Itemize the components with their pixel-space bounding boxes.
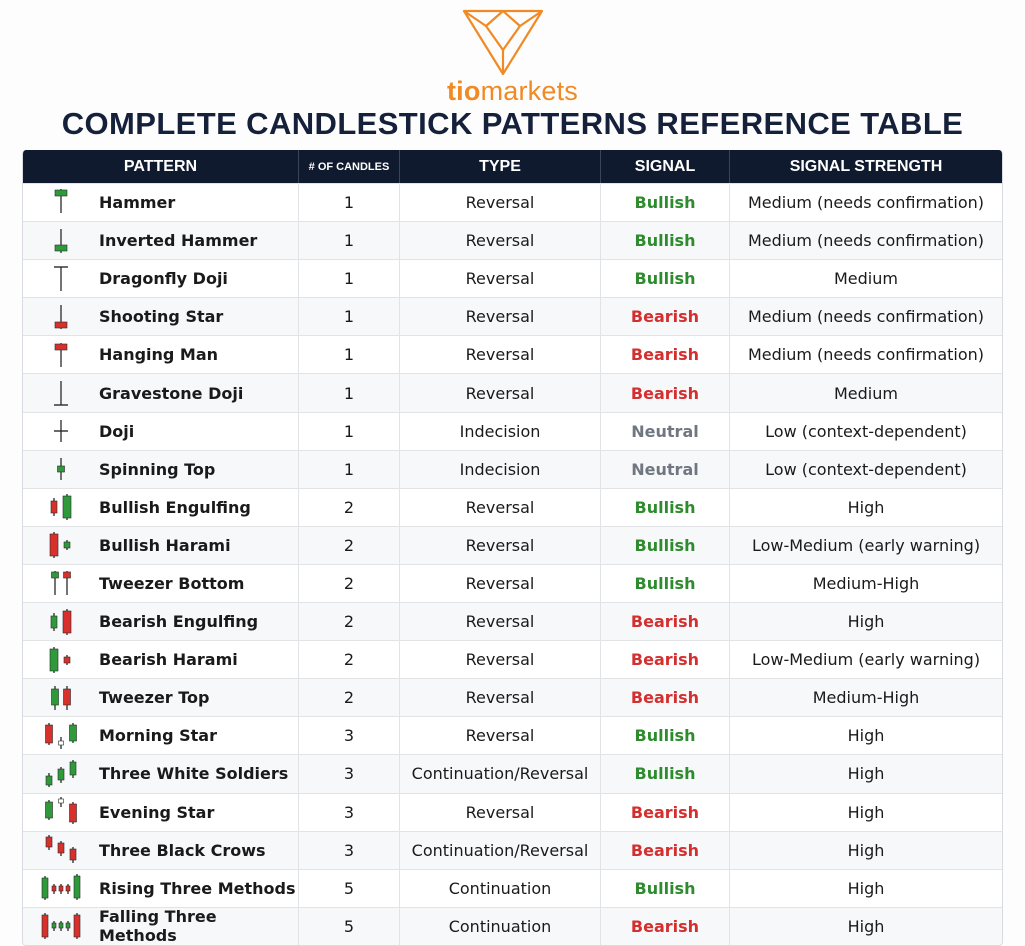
strength-cell: Low (context-dependent) xyxy=(765,459,967,479)
bearish-engulfing-icon xyxy=(23,603,99,640)
pattern-name: Tweezer Top xyxy=(99,688,210,708)
signal-cell: Neutral xyxy=(601,451,730,488)
candles-cell: 1 xyxy=(299,413,400,450)
pattern-name: Spinning Top xyxy=(99,459,216,479)
strength-cell: High xyxy=(847,916,885,936)
signal-cell: Bearish xyxy=(601,832,730,869)
type-cell: Continuation xyxy=(400,908,601,945)
type-cell: Indecision xyxy=(400,413,601,450)
brand-name-a: tio xyxy=(446,76,481,106)
type-cell: Indecision xyxy=(400,451,601,488)
tweezer-bottom-icon xyxy=(23,565,99,602)
table-row xyxy=(23,526,1002,564)
candles-cell: 2 xyxy=(299,565,400,602)
signal-cell: Bullish xyxy=(601,527,730,564)
table-row xyxy=(23,373,1002,411)
shooting-star-icon xyxy=(23,298,99,335)
signal-cell: Bullish xyxy=(601,717,730,754)
three-black-crows-icon xyxy=(23,832,99,869)
header-type: TYPE xyxy=(400,150,601,183)
type-cell: Reversal xyxy=(400,260,601,297)
candles-cell: 5 xyxy=(299,870,400,907)
table-row xyxy=(23,297,1002,335)
strength-cell: Medium (needs confirmation) xyxy=(747,307,985,327)
candles-cell: 1 xyxy=(299,374,400,411)
three-white-soldiers-icon xyxy=(23,755,99,792)
pattern-cell xyxy=(23,184,299,221)
type-cell: Reversal xyxy=(400,679,601,716)
candles-cell: 1 xyxy=(299,260,400,297)
strength-cell: High xyxy=(847,764,885,784)
type-cell: Continuation/Reversal xyxy=(400,755,601,792)
strength-cell: High xyxy=(847,726,885,746)
pattern-name: Bearish Engulfing xyxy=(99,612,259,632)
candles-cell: 2 xyxy=(299,641,400,678)
pattern-cell xyxy=(23,717,299,754)
candles-cell: 5 xyxy=(299,908,400,945)
table-row xyxy=(23,564,1002,602)
candles-cell: 2 xyxy=(299,527,400,564)
pattern-cell xyxy=(23,489,299,526)
type-cell: Reversal xyxy=(400,641,601,678)
header-pattern: PATTERN xyxy=(23,150,299,183)
type-cell: Reversal xyxy=(400,222,601,259)
signal-cell: Bearish xyxy=(601,374,730,411)
type-cell: Reversal xyxy=(400,794,601,831)
pattern-cell xyxy=(23,641,299,678)
table-row xyxy=(23,831,1002,869)
pattern-cell xyxy=(23,527,299,564)
strength-cell: Medium (needs confirmation) xyxy=(747,345,985,365)
pattern-cell xyxy=(23,413,299,450)
strength-cell: Medium-High xyxy=(812,573,920,593)
brand-name-b: markets xyxy=(480,76,578,106)
pattern-name: Rising Three Methods xyxy=(99,878,296,898)
type-cell: Reversal xyxy=(400,336,601,373)
brand-wordmark xyxy=(0,76,1025,107)
pattern-cell xyxy=(23,298,299,335)
pattern-name: Doji xyxy=(99,421,135,441)
pattern-name: Tweezer Bottom xyxy=(99,573,245,593)
strength-cell: Medium-High xyxy=(812,688,920,708)
pattern-cell xyxy=(23,870,299,907)
tweezer-top-icon xyxy=(23,679,99,716)
header-candles: # OF CANDLES xyxy=(299,150,400,183)
signal-cell: Bearish xyxy=(601,603,730,640)
table-row xyxy=(23,335,1002,373)
candles-cell: 3 xyxy=(299,755,400,792)
strength-cell: Medium xyxy=(834,269,898,289)
pattern-name: Three White Soldiers xyxy=(99,764,289,784)
type-cell: Reversal xyxy=(400,374,601,411)
type-cell: Reversal xyxy=(400,527,601,564)
pattern-cell xyxy=(23,603,299,640)
strength-cell: Low-Medium (early warning) xyxy=(751,650,981,670)
type-cell: Continuation/Reversal xyxy=(400,832,601,869)
pattern-cell xyxy=(23,755,299,792)
type-cell: Reversal xyxy=(400,489,601,526)
pattern-name: Dragonfly Doji xyxy=(99,269,228,289)
strength-cell: High xyxy=(847,802,885,822)
signal-cell: Bearish xyxy=(601,298,730,335)
candles-cell: 3 xyxy=(299,794,400,831)
table-row xyxy=(23,259,1002,297)
pattern-cell xyxy=(23,794,299,831)
signal-cell: Bearish xyxy=(601,908,730,945)
table-row xyxy=(23,488,1002,526)
type-cell: Reversal xyxy=(400,298,601,335)
signal-cell: Bullish xyxy=(601,222,730,259)
pattern-cell xyxy=(23,679,299,716)
signal-cell: Bullish xyxy=(601,489,730,526)
signal-cell: Bearish xyxy=(601,336,730,373)
bullish-harami-icon xyxy=(23,527,99,564)
signal-cell: Bullish xyxy=(601,260,730,297)
table-body xyxy=(23,183,1002,945)
strength-cell: High xyxy=(847,878,885,898)
pattern-name: Evening Star xyxy=(99,802,215,822)
signal-cell: Bearish xyxy=(601,794,730,831)
type-cell: Continuation xyxy=(400,870,601,907)
pattern-cell xyxy=(23,374,299,411)
strength-cell: Medium xyxy=(834,383,898,403)
hammer-icon xyxy=(23,184,99,221)
table-header xyxy=(23,150,1002,183)
table-row xyxy=(23,450,1002,488)
pattern-name: Morning Star xyxy=(99,726,217,746)
signal-cell: Bearish xyxy=(601,679,730,716)
pattern-name: Hammer xyxy=(99,193,176,213)
candles-cell: 2 xyxy=(299,489,400,526)
candles-cell: 1 xyxy=(299,336,400,373)
pattern-name: Gravestone Doji xyxy=(99,383,244,403)
morning-star-icon xyxy=(23,717,99,754)
table-row xyxy=(23,907,1002,945)
table-row xyxy=(23,221,1002,259)
table-row xyxy=(23,640,1002,678)
pattern-cell xyxy=(23,336,299,373)
pattern-cell xyxy=(23,451,299,488)
type-cell: Reversal xyxy=(400,565,601,602)
pattern-name: Bullish Harami xyxy=(99,535,231,555)
type-cell: Reversal xyxy=(400,717,601,754)
signal-cell: Bullish xyxy=(601,565,730,602)
strength-cell: Low (context-dependent) xyxy=(765,421,967,441)
header-signal: SIGNAL xyxy=(601,150,730,183)
table-row xyxy=(23,183,1002,221)
doji-icon xyxy=(23,413,99,450)
gravestone-doji-icon xyxy=(23,375,99,412)
table-row xyxy=(23,754,1002,792)
strength-cell: High xyxy=(847,612,885,632)
strength-cell: High xyxy=(847,840,885,860)
pattern-name: Falling Three Methods xyxy=(99,907,217,946)
pattern-cell xyxy=(23,222,299,259)
strength-cell: High xyxy=(847,497,885,517)
signal-cell: Neutral xyxy=(601,413,730,450)
patterns-table xyxy=(22,150,1003,946)
table-row xyxy=(23,793,1002,831)
falling-three-methods-icon xyxy=(23,908,99,945)
candles-cell: 3 xyxy=(299,832,400,869)
table-row xyxy=(23,412,1002,450)
pattern-cell xyxy=(23,908,299,945)
pattern-name: Hanging Man xyxy=(99,345,219,365)
pattern-cell xyxy=(23,260,299,297)
type-cell: Reversal xyxy=(400,184,601,221)
candles-cell: 1 xyxy=(299,298,400,335)
inverted-hammer-icon xyxy=(23,222,99,259)
candles-cell: 1 xyxy=(299,222,400,259)
strength-cell: Low-Medium (early warning) xyxy=(751,535,981,555)
pattern-name: Bullish Engulfing xyxy=(99,497,251,517)
strength-cell: Medium (needs confirmation) xyxy=(747,231,985,251)
bullish-engulfing-icon xyxy=(23,489,99,526)
page-title: COMPLETE CANDLESTICK PATTERNS REFERENCE TABLE xyxy=(61,106,964,141)
signal-cell: Bullish xyxy=(601,755,730,792)
table-row xyxy=(23,716,1002,754)
evening-star-icon xyxy=(23,794,99,831)
hanging-man-icon xyxy=(23,336,99,373)
signal-cell: Bullish xyxy=(601,184,730,221)
table-row xyxy=(23,602,1002,640)
candles-cell: 1 xyxy=(299,451,400,488)
bearish-harami-icon xyxy=(23,641,99,678)
signal-cell: Bullish xyxy=(601,870,730,907)
pattern-name: Bearish Harami xyxy=(99,650,238,670)
table-row xyxy=(23,678,1002,716)
tiomarkets-logo-icon xyxy=(462,8,544,76)
dragonfly-doji-icon xyxy=(23,260,99,297)
candles-cell: 1 xyxy=(299,184,400,221)
candles-cell: 2 xyxy=(299,679,400,716)
pattern-cell xyxy=(23,565,299,602)
spinning-top-icon xyxy=(23,451,99,488)
candles-cell: 2 xyxy=(299,603,400,640)
table-row xyxy=(23,869,1002,907)
rising-three-methods-icon xyxy=(23,870,99,907)
type-cell: Reversal xyxy=(400,603,601,640)
pattern-name: Inverted Hammer xyxy=(99,231,258,251)
signal-cell: Bearish xyxy=(601,641,730,678)
header-strength: SIGNAL STRENGTH xyxy=(789,157,943,175)
pattern-cell xyxy=(23,832,299,869)
pattern-name: Shooting Star xyxy=(99,307,224,327)
pattern-name: Three Black Crows xyxy=(99,840,266,860)
candles-cell: 3 xyxy=(299,717,400,754)
strength-cell: Medium (needs confirmation) xyxy=(747,193,985,213)
